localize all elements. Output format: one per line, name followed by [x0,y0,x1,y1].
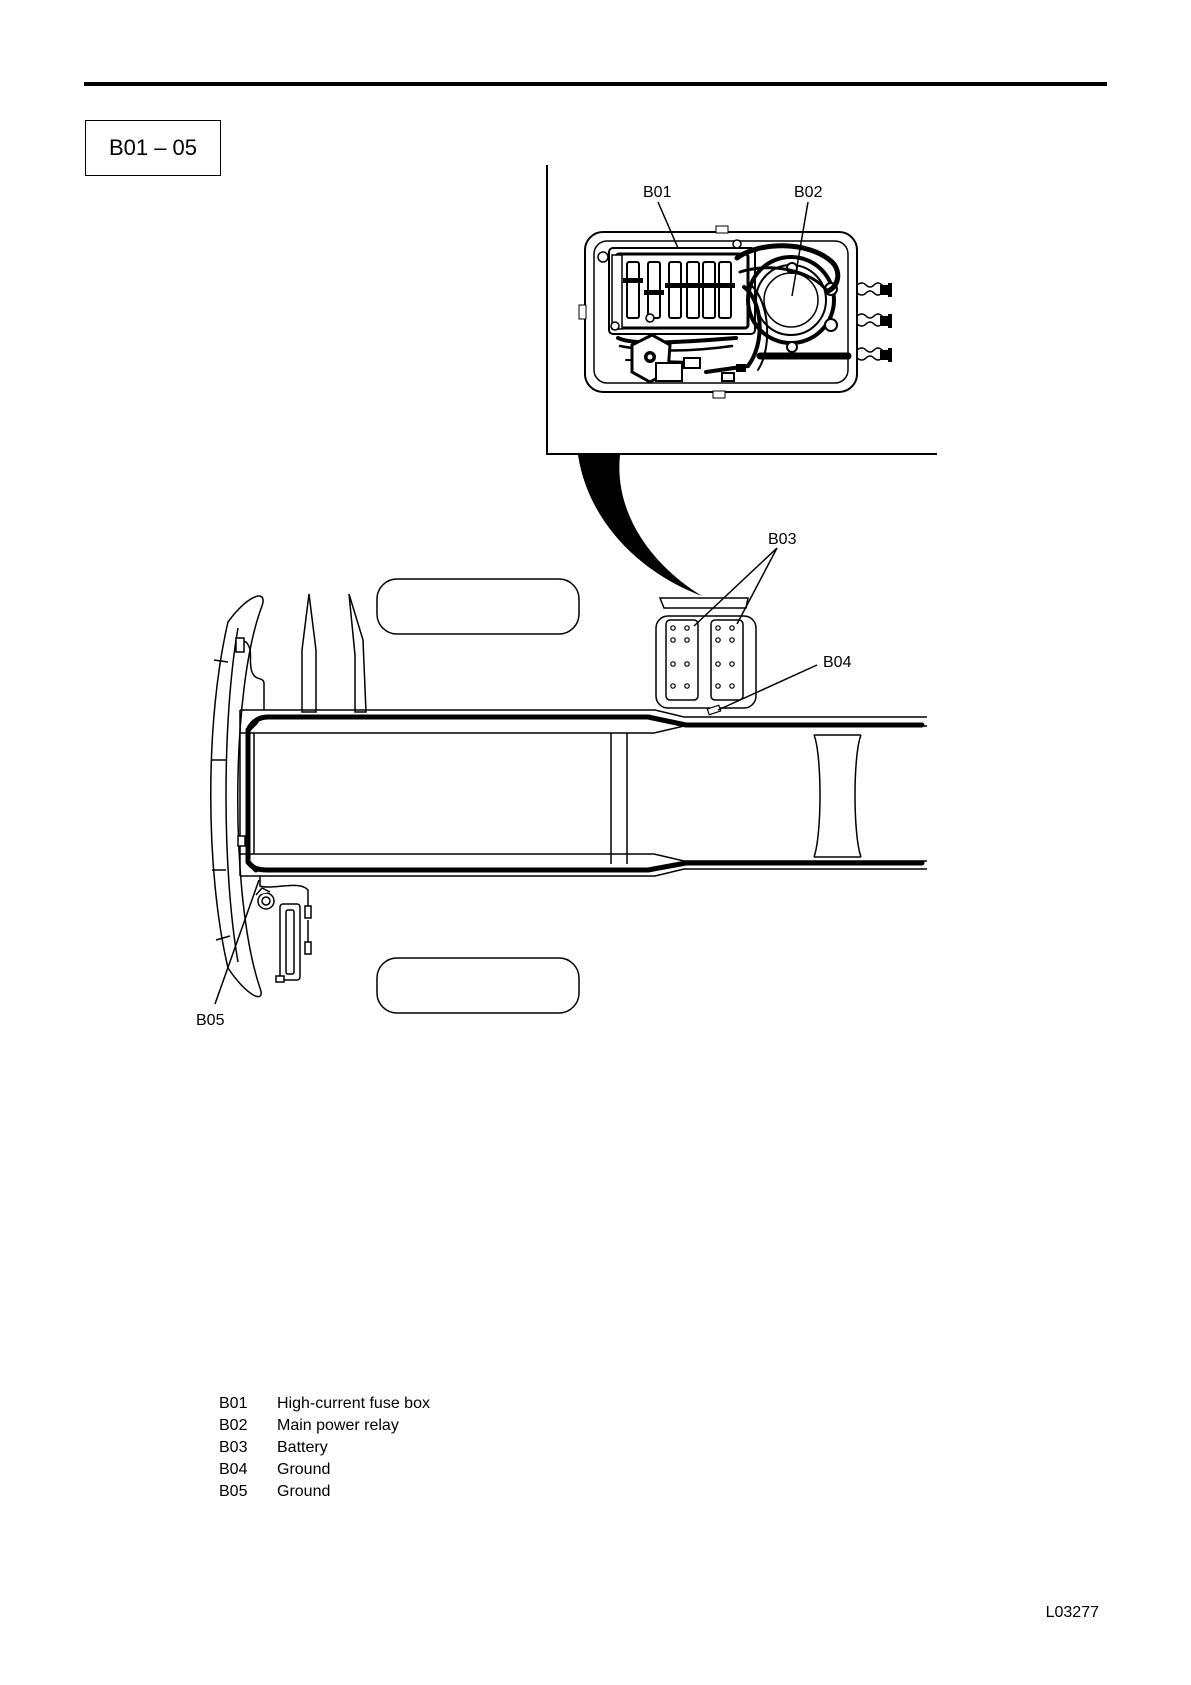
legend-row [219,1415,430,1437]
detail-arrow [578,455,702,596]
fuse-box-inset [547,165,937,454]
legend-row [219,1393,430,1415]
drawing-reference: L03277 [1045,1604,1099,1621]
callout-b05: B05 [196,1012,225,1029]
front-wheel-lower [377,958,579,1013]
legend-code: B02 [219,1417,248,1434]
callout-b04: B04 [823,654,852,671]
legend-description: Main power relay [277,1417,399,1434]
legend-row [219,1437,430,1459]
legend-row [219,1481,430,1503]
legend-description: Ground [277,1461,331,1478]
front-hooks [302,594,366,712]
legend-row [219,1459,430,1481]
front-bumper [211,596,263,997]
component-legend [219,1393,430,1503]
high-current-fuse-block [598,240,755,334]
callout-b02: B02 [794,184,823,201]
callout-b01: B01 [643,184,672,201]
legend-code: B05 [219,1483,248,1500]
front-wheel-upper [377,579,579,634]
callout-b03: B03 [768,531,797,548]
legend-code: B01 [219,1395,248,1412]
legend-description: High-current fuse box [277,1395,430,1412]
main-harness [248,717,922,870]
horn [256,888,300,982]
legend-description: Battery [277,1439,328,1456]
legend-code: B04 [219,1461,248,1478]
legend-description: Ground [277,1483,331,1500]
page-code: B01 – 05 [108,135,198,160]
legend-code: B03 [219,1439,248,1456]
chassis-frame [240,710,927,876]
